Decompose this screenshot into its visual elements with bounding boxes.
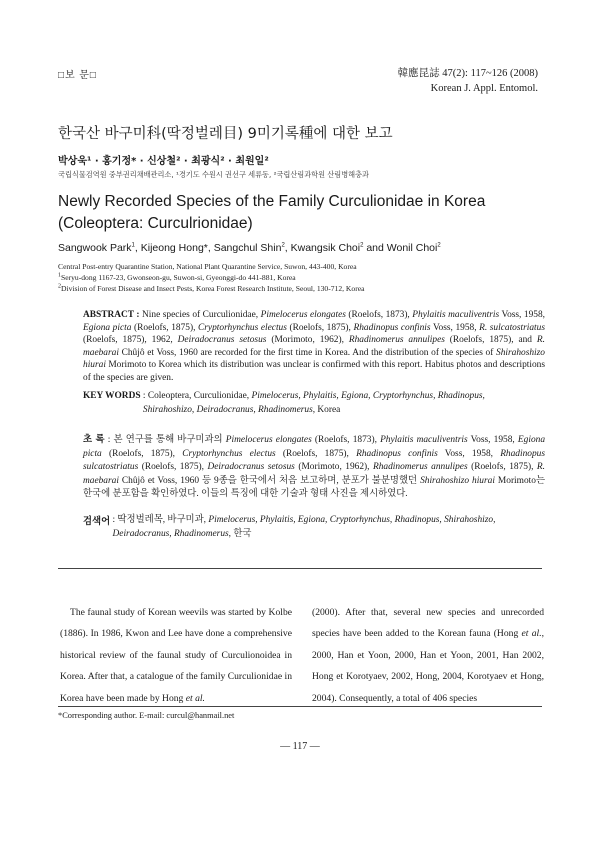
- body-column-right: (2000). After that, several new species and unrecorded species have been added to the Korean fauna (Hong et al., 2000, Han et Yoon, 2000, Han et Yoon, 2001, Han 2002, Hong et Korotyaev, 2002, Hong, 2004, Korotyaev et Hong, 2004). Consequently, a total of 406 species: [312, 607, 544, 704]
- authors-english: Sangwook Park$^1$, Kijeong Hong*, Sangchul Shin$^2$, Kwangsik Choi$^2$ and Wonil Choi$^2$: [58, 242, 441, 254]
- footnote-divider: [58, 706, 542, 707]
- page-number: — 117 —: [280, 741, 320, 752]
- author-5: Wonil Choi: [386, 242, 438, 254]
- affiliation-2: $^2$Division of Forest Disease and Insect Pests, Korea Forest Research Institute, Seoul, 130-712, Korea: [58, 283, 365, 293]
- abstract-korean: 초 록 : 본 연구를 통해 바구미과의 Pimelocerus elongates (Roelofs, 1873), Phylaitis maculiventris Voss, 1958, Egiona picta (Roelofs, 1875), Cryptorhynchus electus (Roelofs, 1875), Rhadinopus confinis Voss, 1958, Rhadinopus sulcatostriatus (Roelofs, 1875), Deiradocranus setosus (Morimoto, 1962), Rhadinomerus annulipes (Roelofs, 1875), R. maebarai Chûjô et Voss, 1960 등 9종을 한국에서 처음 보고하며, 분포가 불분명했던 Shirahoshizo hiurai Morimoto는 한국에 분포함을 확인하였다. 이들의 특징에 대한 기술과 형태 사진을 제시하였다.: [83, 433, 546, 500]
- body-column-left: The faunal study of Korean weevils was started by Kolbe (1886). In 1986, Kwon and Lee have done a comprehensive historical review of the faunal study of Curculionoidea in Korea. After that, a catalogue of the family Curculionidae in Korea have been made by Hong et al.: [60, 607, 292, 704]
- author-3: Sangchul Shin: [213, 242, 282, 254]
- abstract: ABSTRACT : Nine species of Curculionidae, Pimelocerus elongates (Roelofs, 1873), Phylaitis maculiventris Voss, 1958, Egiona picta (Roelofs, 1875), Cryptorhynchus electus (Roelofs, 1875), Rhadinopus confinis Voss, 1958, R. sulcatostriatus (Roelofs, 1875), 1962, Deiradocranus setosus (Morimoto, 1962), Rhadinomerus annulipes (Roelofs, 1875), and R. maebarai Chûjô et Voss, 1960 are recorded for the first time in Korea. And the distribution of the species of Shirahoshizo hiurai Morimoto to Korea which its distribution was unclear is confirmed with this report. Habitus photos and descriptions of the species are given.: [83, 310, 545, 383]
- title-english: Newly Recorded Species of the Family Curculionidae in Korea (Coleoptera: Curculrionidae): [58, 193, 486, 232]
- author-2: Kijeong Hong: [140, 242, 204, 254]
- abstract-label: ABSTRACT :: [83, 310, 140, 320]
- keywords-korean: 검색어 : 딱정벌레목, 바구미과, Pimelocerus, Phylaitis, Egiona, Cryptorhynchus, Rhadinopus, Shirahoshizo, Deiradocranus, Rhadinomerus, 한국: [83, 515, 496, 539]
- keywords-korean-label: 검색어: [83, 515, 111, 526]
- keywords-label: KEY WORDS: [83, 391, 141, 401]
- abstract-korean-label: 초 록: [83, 433, 105, 444]
- affiliation-0: Central Post-entry Quarantine Station, National Plant Quarantine Service, Suwon, 443-400, Korea: [58, 262, 357, 271]
- author-1: Sangwook Park: [58, 242, 132, 254]
- journal-citation-line1: 韓應昆誌 47(2): 117~126 (2008): [397, 68, 538, 79]
- affiliation-1: $^1$Seryu-dong 1167-23, Gwonseon-gu, Suwon-si, Gyeonggi-do 441-881, Korea: [58, 272, 296, 282]
- keywords: KEY WORDS : Coleoptera, Curculionidae, Pimelocerus, Phylaitis, Egiona, Cryptorhynchus, Rhadinopus, Shirahoshizo, Deiradocranus, Rhadinomerus, Korea: [83, 391, 485, 415]
- footnote-corresponding-author: *Corresponding author. E-mail: curcul@hanmail.net: [58, 711, 235, 720]
- section-divider: [58, 568, 542, 569]
- article-type-label: □보 문□: [58, 70, 97, 81]
- journal-citation-line2: Korean J. Appl. Entomol.: [430, 83, 538, 94]
- author-4: Kwangsik Choi: [290, 242, 361, 254]
- journal-citation: [398, 66, 538, 96]
- authors-korean: 박상욱¹ · 홍기정* · 신상철² · 최광식² · 최원일²: [58, 156, 269, 167]
- affiliation-korean: 국립식물검역원 중부권리채배관리소, ¹경기도 수원시 권선구 세류동, ²국립산림과학원 산림병해충과: [58, 170, 369, 179]
- title-korean: 한국산 바구미科(딱정벌레目) 9미기록種에 대한 보고: [58, 126, 393, 142]
